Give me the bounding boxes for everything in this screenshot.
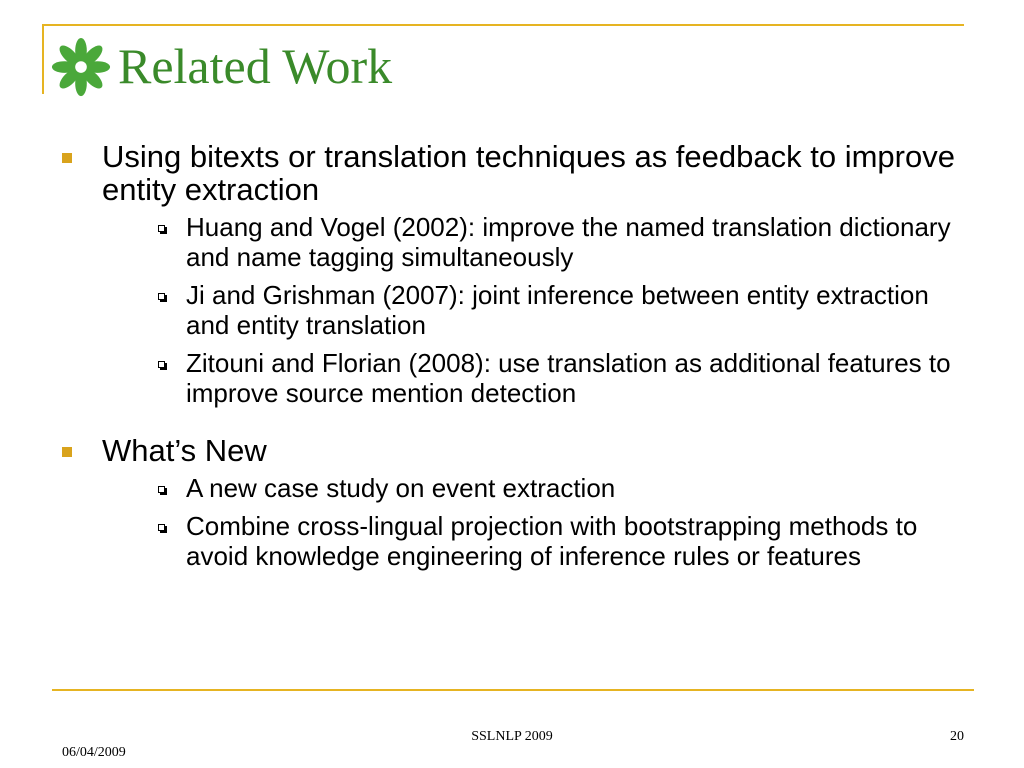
square-bullet-icon [62,153,72,163]
bottom-divider-line [52,689,974,691]
sub-bullet-item [146,280,962,340]
hollow-square-bullet-icon [158,225,165,232]
slide-title: Related Work [118,38,393,94]
sub-bullet-text: Combine cross-lingual projection with bootstrapping methods to avoid knowledge engineering of inference rules or features [186,511,918,571]
flower-logo-icon [50,36,112,98]
sub-bullet-item [146,511,962,571]
left-border-line [42,24,44,94]
hollow-square-bullet-icon [158,524,165,531]
bullet-text: What’s New [102,433,267,468]
bullet-item [62,140,962,408]
sub-bullet-item [146,473,962,503]
top-border-line [42,24,964,26]
sub-bullet-text: Zitouni and Florian (2008): use translation as additional features to improve source mention detection [186,348,951,408]
sub-bullet-item [146,348,962,408]
sub-bullet-text: A new case study on event extraction [186,473,616,503]
hollow-square-bullet-icon [158,361,165,368]
sub-bullet-item [146,212,962,272]
slide-content [62,140,962,579]
sub-bullet-text: Ji and Grishman (2007): joint inference between entity extraction and entity translation [186,280,929,340]
sub-bullet-list [102,473,962,571]
footer-conference: SSLNLP 2009 [471,729,553,744]
footer-page-number: 20 [950,729,964,744]
hollow-square-bullet-icon [158,293,165,300]
sub-bullet-text: Huang and Vogel (2002): improve the named translation dictionary and name tagging simultaneously [186,212,951,272]
bullet-text: Using bitexts or translation techniques as feedback to improve entity extraction [102,139,955,207]
hollow-square-bullet-icon [158,486,165,493]
footer-date: 06/04/2009 [62,745,126,760]
square-bullet-icon [62,447,72,457]
sub-bullet-list [102,212,962,408]
bullet-item [62,434,962,571]
